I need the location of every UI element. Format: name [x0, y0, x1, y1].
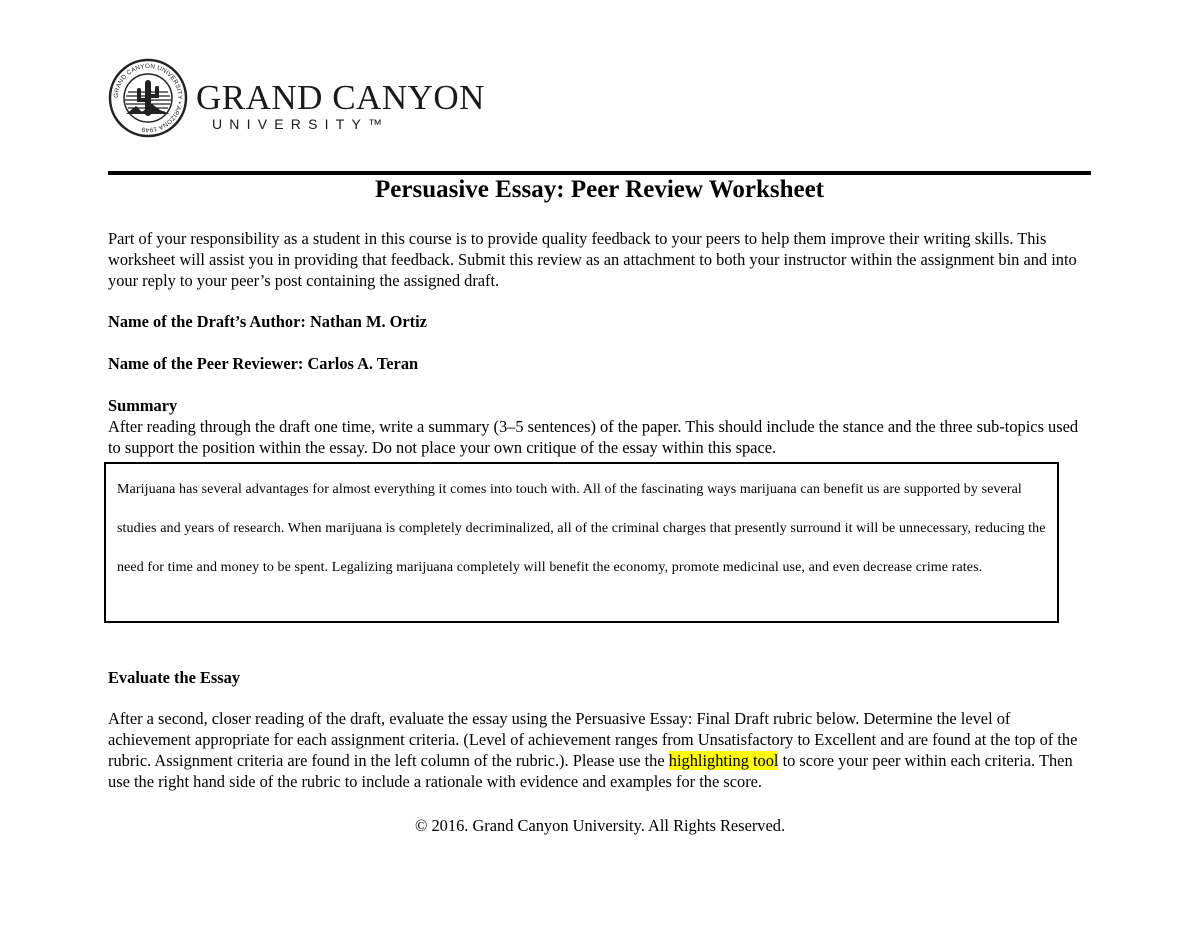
summary-heading: Summary — [108, 396, 178, 415]
evaluate-text-after: to score your peer within each criteria. Then use the right hand side of the rubric to include a rationale with evidence and examples for the score. — [108, 751, 1073, 791]
summary-response-box[interactable] — [104, 462, 1059, 623]
summary-response-text: Marijuana has several advantages for almost everything it comes into touch with. All of the fascinating ways marijuana can benefit us are supported by several studies and years of research. When marijuana is completely decriminalized, all of the criminal charges that presently surround it will be unnecessary, reducing the need for time and money to be spent. Legalizing marijuana completely will benefit the economy, promote medicinal use, and even decrease crime rates. — [117, 482, 1046, 575]
page-title: Persuasive Essay: Peer Review Worksheet — [375, 176, 824, 203]
evaluate-text-before: After a second, closer reading of the draft, evaluate the essay using the Persuasive Essay: Final Draft rubric below. Determine the level of achievement appropriate for each assignment criteria. (Level of achievement ranges from Unsatisfactory to Excellent and are found at the top of the rubric. Assignment criteria are found in the left column of the rubric.). Please use the — [108, 709, 1078, 770]
draft-author-line: Name of the Draft’s Author: Nathan M. Ortiz — [108, 312, 427, 331]
university-seal-icon — [108, 58, 188, 138]
intro-paragraph: Part of your responsibility as a student in this course is to provide quality feedback to your peers to help them improve their writing skills. This worksheet will assist you in providing that feedback. Submit this review as an attachment to both your instructor within the assignment bin and into your reply to your peer’s post containing the assigned draft. — [108, 229, 1077, 290]
summary-instructions: After reading through the draft one time, write a summary (3–5 sentences) of the paper. This should include the stance and the three sub-topics used to support the position within the essay. Do not place your own critique of the essay within this space. — [108, 417, 1079, 457]
peer-reviewer-line: Name of the Peer Reviewer: Carlos A. Teran — [108, 354, 419, 373]
seal-text: GRAND CANYON UNIVERSITY • ARIZONA 1949 — [112, 62, 184, 134]
copyright-footer: © 2016. Grand Canyon University. All Rights Reserved. — [414, 816, 786, 835]
university-wordmark — [196, 80, 485, 132]
highlighting-tool-highlight: highlighting tool — [668, 751, 779, 770]
evaluate-heading: Evaluate the Essay — [108, 668, 241, 687]
university-logo — [108, 58, 488, 138]
wordmark-line-2: UNIVERSITY™ — [212, 116, 390, 132]
evaluate-paragraph — [108, 708, 1092, 792]
wordmark-line-1: GRAND CANYON — [196, 78, 485, 117]
